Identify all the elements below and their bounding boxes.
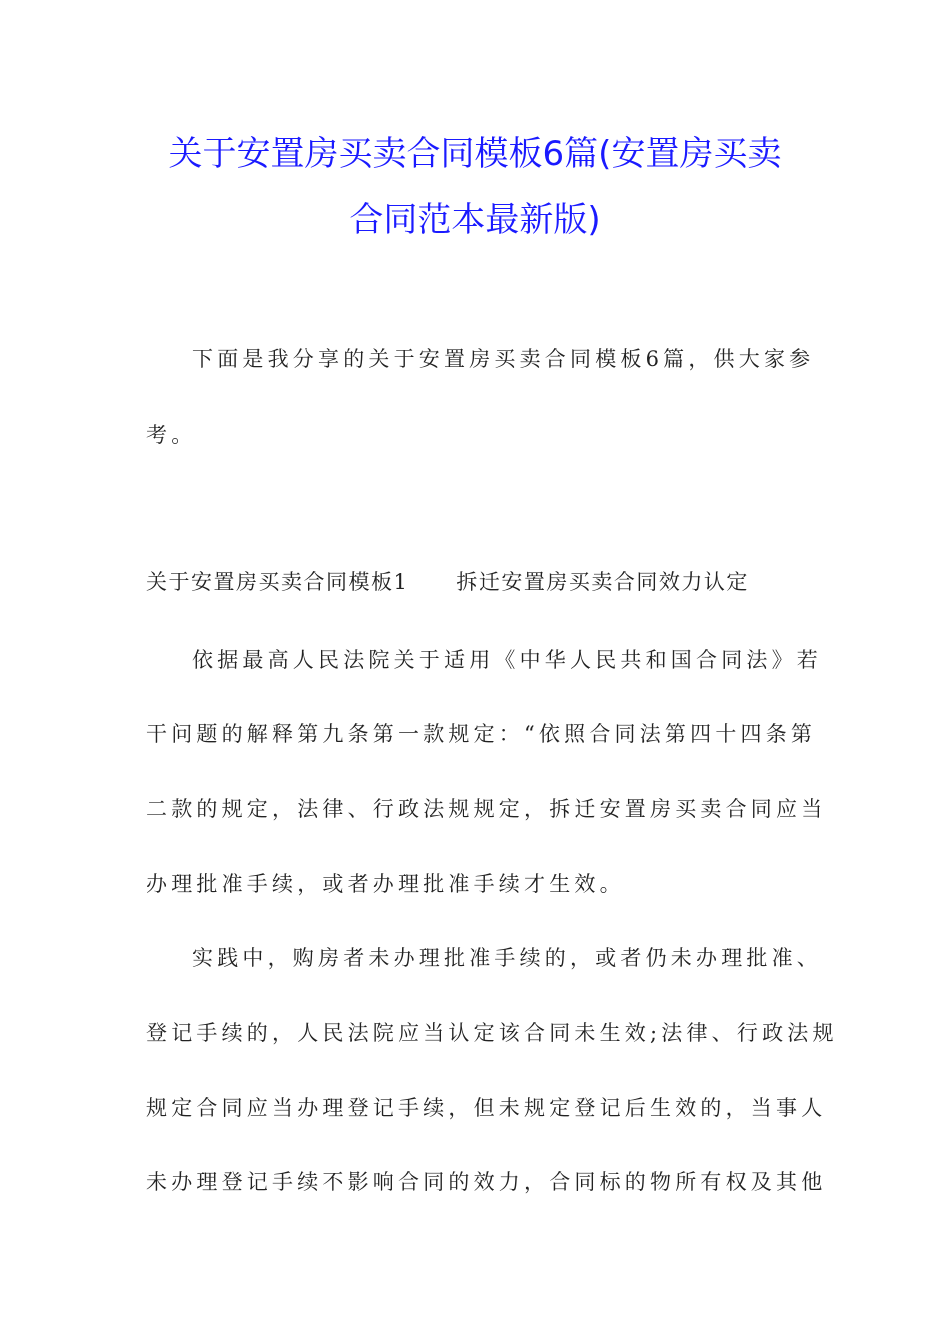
- paragraph-2-line-3: 规定合同应当办理登记手续，但未规定登记后生效的，当事人: [146, 1096, 827, 1120]
- paragraph-1-line-4: 办理批准手续，或者办理批准手续才生效。: [146, 872, 625, 896]
- paragraph-1-line-2: 干问题的解释第九条第一款规定：“依照合同法第四十四条第: [146, 722, 817, 746]
- paragraph-2-line-2: 登记手续的，人民法院应当认定该合同未生效;法律、行政法规: [146, 1021, 838, 1045]
- section-heading: [146, 567, 816, 597]
- section-heading-subtitle: 拆迁安置房买卖合同效力认定: [456, 570, 749, 594]
- document-title-line-2: 合同范本最新版): [349, 200, 601, 240]
- document-title-line-1: 关于安置房买卖合同模板6篇(安置房买卖: [168, 134, 782, 174]
- intro-line-2: 考。: [146, 423, 197, 447]
- paragraph-1-line-1: 依据最高人民法院关于适用《中华人民共和国合同法》若: [192, 648, 822, 672]
- paragraph-2-line-4: 未办理登记手续不影响合同的效力，合同标的物所有权及其他: [146, 1170, 827, 1194]
- intro-line-1: 下面是我分享的关于安置房买卖合同模板6篇，供大家参: [192, 347, 815, 371]
- section-heading-title: 关于安置房买卖合同模板1: [146, 570, 409, 594]
- paragraph-1-line-3: 二款的规定，法律、行政法规规定，拆迁安置房买卖合同应当: [146, 797, 827, 821]
- paragraph-2-line-1: 实践中，购房者未办理批准手续的，或者仍未办理批准、: [192, 946, 822, 970]
